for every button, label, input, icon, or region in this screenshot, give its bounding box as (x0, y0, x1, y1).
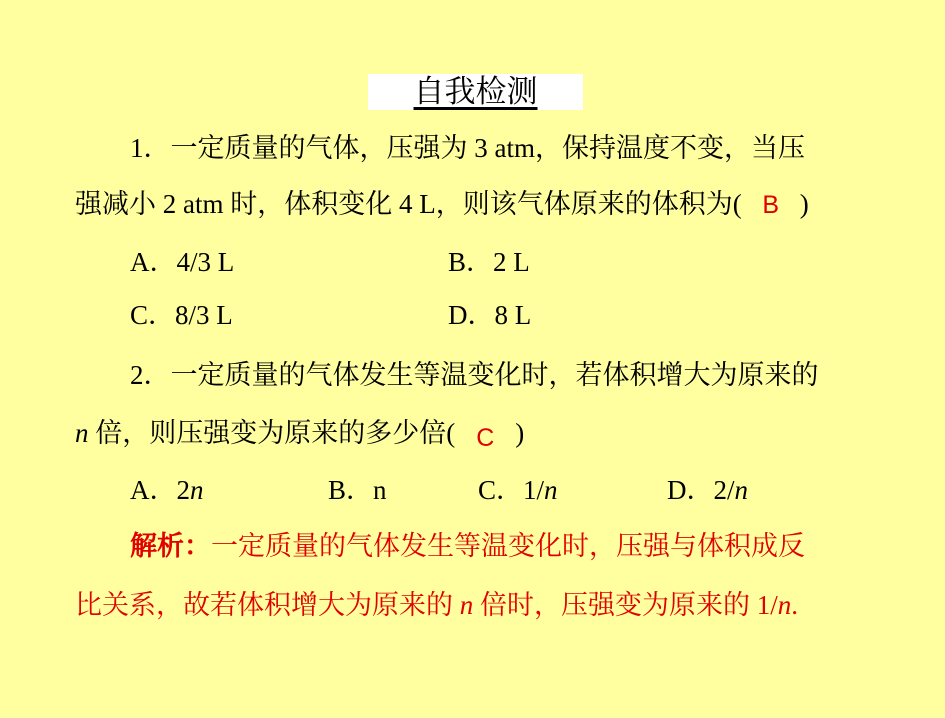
q2-option-d: D．2/n (667, 475, 748, 505)
q2-option-c: C．1/n (478, 475, 558, 505)
q1-line2 (75, 187, 809, 222)
q2-var-n: n (75, 418, 89, 448)
q1-option-b: B．2 L (448, 247, 530, 277)
q1-line1: 1．一定质量的气体，压强为 3 atm，保持温度不变，当压 (130, 133, 805, 163)
q1-close: ) (799, 189, 809, 219)
q1-line2-text: 强减小 2 atm 时，体积变化 4 L，则该气体原来的体积为( (75, 189, 742, 219)
q2-line2 (75, 416, 524, 451)
q2-option-b: B．n (328, 475, 387, 505)
q1-option-d: D．8 L (448, 300, 532, 330)
q2-line1: 2．一定质量的气体发生等温变化时，若体积增大为原来的 (130, 360, 819, 390)
q1-option-a: A．4/3 L (130, 247, 235, 277)
q1-answer: B (762, 191, 780, 219)
q2-option-a: A．2n (130, 475, 204, 505)
q2-answer: C (476, 424, 495, 452)
analysis-line1 (130, 529, 805, 563)
analysis-text1: 一定质量的气体发生等温变化时，压强与体积成反 (211, 531, 805, 561)
q2-line2-text: 倍，则压强变为原来的多少倍( (88, 418, 456, 448)
q2-close: ) (515, 418, 525, 448)
q1-option-c: C．8/3 L (130, 300, 233, 330)
page-title: 自我检测 (413, 74, 538, 110)
analysis-label: 解析： (130, 531, 211, 561)
analysis-line2: 比关系，故若体积增大为原来的 n 倍时，压强变为原来的 1/n. (75, 590, 799, 620)
